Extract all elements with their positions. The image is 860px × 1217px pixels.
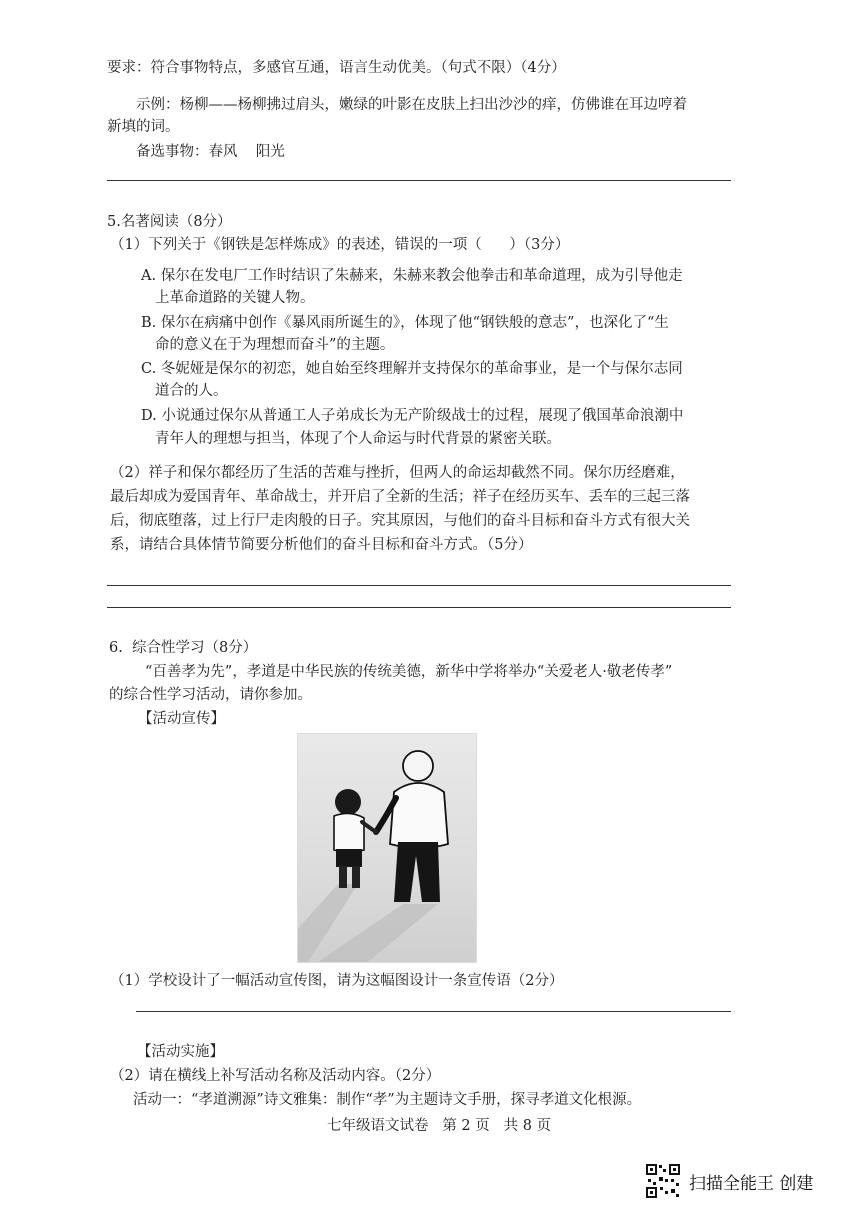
q5-sub2-line3: 后，彻底堕落，过上行尸走肉般的日子。究其原因，与他们的奋斗目标和奋斗方式有很大关	[110, 513, 690, 529]
grandparent-child-walking-illustration	[297, 733, 477, 963]
activity-one-text: 活动一：“孝道溯源”诗文雅集：制作“孝”为主题诗文手册，探寻孝道文化根源。	[133, 1092, 642, 1108]
q6-sub2: （2）请在横线上补写活动名称及活动内容。（2分）	[110, 1068, 441, 1084]
q6-sub1: （1）学校设计了一幅活动宣传图，请为这幅图设计一条宣传语（2分）	[110, 973, 564, 989]
q5-sub2-line4: 系，请结合具体情节简要分析他们的奋斗目标和奋斗方式。（5分）	[110, 537, 533, 553]
section-heading-implementation: 【活动实施】	[137, 1044, 224, 1060]
q5-title: 5.名著阅读（8分）	[107, 214, 232, 230]
page-footer: 七年级语文试卷 第 2 页 共 8 页	[327, 1118, 552, 1134]
q6-title: 6. 综合性学习（8分）	[109, 640, 258, 656]
child-shirt	[334, 813, 364, 852]
child-leg-right	[352, 866, 360, 888]
choice-a-line2: 上革命道路的关键人物。	[155, 290, 315, 306]
child-shorts	[336, 849, 362, 867]
child-leg-left	[339, 866, 347, 888]
illustration-svg	[298, 734, 476, 962]
elder-trousers	[394, 842, 440, 902]
q5-sub1: （1）下列关于《钢铁是怎样炼成》的表述，错误的一项（ ）（3分）	[110, 237, 570, 253]
section-heading-promotion: 【活动宣传】	[138, 711, 225, 727]
q6-intro-line1: “百善孝为先”，孝道是中华民族的传统美德，新华中学将举办“关爱老人·敬老传孝”	[145, 664, 673, 680]
answer-line[interactable]	[136, 1011, 731, 1012]
q5-sub2-line2: 最后却成为爱国青年、革命战士，并开启了全新的生活；祥子在经历买车、丢车的三起三落	[110, 489, 690, 505]
scanner-brand	[645, 1163, 813, 1199]
example-text-line2: 新填的词。	[107, 119, 180, 135]
answer-line[interactable]	[107, 607, 731, 608]
choice-a-line1: A. 保尔在发电厂工作时结识了朱赫来，朱赫来教会他拳击和革命道理，成为引导他走	[141, 268, 683, 284]
brand-label: 扫描全能王 创建	[689, 1173, 814, 1194]
choice-c-line1: C. 冬妮娅是保尔的初恋，她自始至终理解并支持保尔的革命事业，是一个与保尔志同	[141, 361, 683, 377]
qr-code-icon	[645, 1163, 681, 1199]
choice-d-line2: 青年人的理想与担当，体现了个人命运与时代背景的紧密关联。	[155, 431, 561, 447]
q5-sub2-line1: （2）祥子和保尔都经历了生活的苦难与挫折，但两人的命运却截然不同。保尔历经磨难，	[110, 465, 685, 481]
answer-line[interactable]	[107, 180, 731, 181]
options-text: 备选事物：春风 阳光	[136, 144, 285, 160]
answer-line[interactable]	[107, 585, 731, 586]
choice-d-line1: D. 小说通过保尔从普通工人子弟成长为无产阶级战士的过程，展现了俄国革命浪潮中	[141, 408, 684, 424]
requirement-text: 要求：符合事物特点，多感官互通，语言生动优美。（句式不限）（4分）	[107, 60, 566, 76]
example-text-line1: 示例：杨柳——杨柳拂过肩头，嫩绿的叶影在皮肤上扫出沙沙的痒，仿佛谁在耳边哼着	[136, 97, 687, 113]
child-head	[335, 789, 361, 815]
q6-intro-line2: 的综合性学习活动，请你参加。	[109, 687, 312, 703]
elder-head	[403, 751, 433, 781]
choice-b-line2: 命的意义在于为理想而奋斗”的主题。	[155, 337, 395, 353]
choice-c-line2: 道合的人。	[155, 383, 228, 399]
choice-b-line1: B. 保尔在病痛中创作《暴风雨所诞生的》，体现了他“钢铁般的意志”，也深化了“生	[141, 315, 669, 331]
elder-shirt	[390, 783, 448, 848]
